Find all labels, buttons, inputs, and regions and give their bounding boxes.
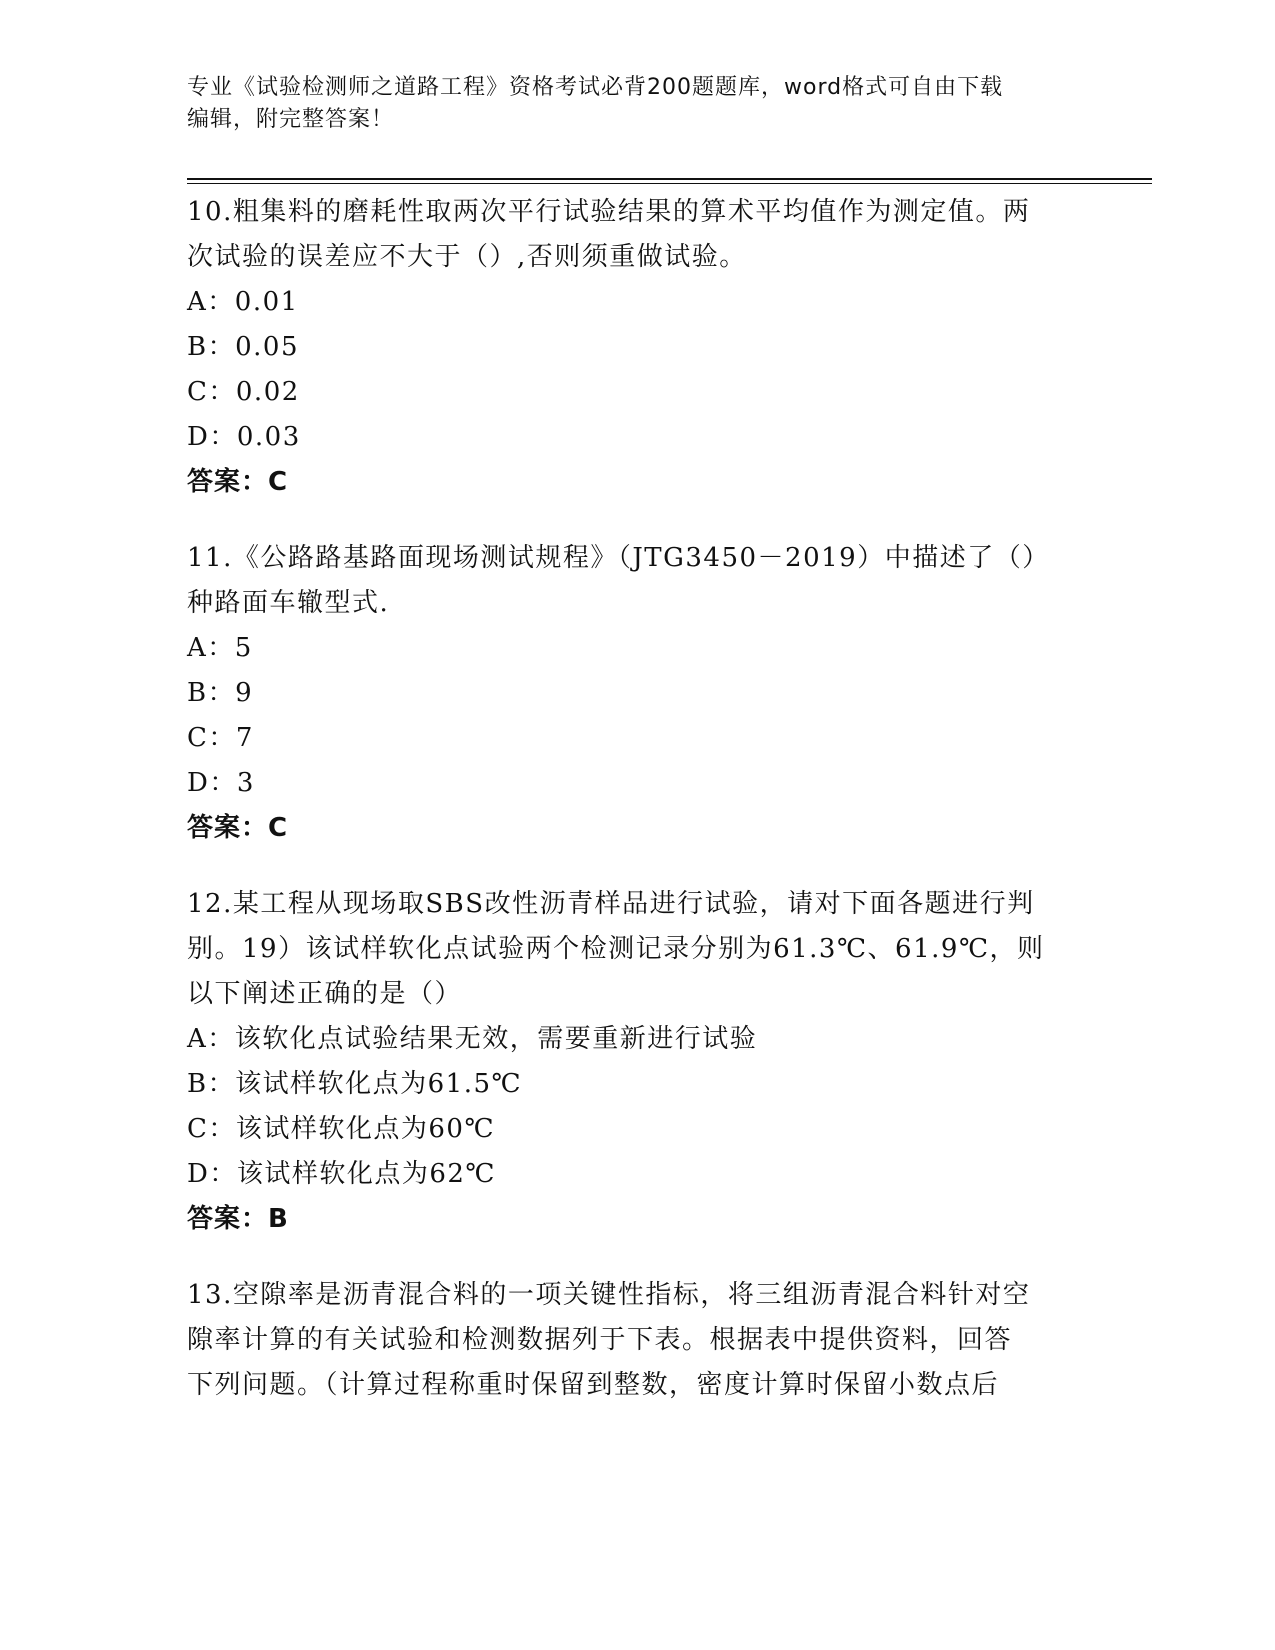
question-13 — [187, 1273, 1087, 1408]
stem-line: 10.粗集料的磨耗性取两次平行试验结果的算术平均值作为测定值。两 — [187, 197, 1031, 227]
header-line-1: 专业《试验检测师之道路工程》资格考试必背200题题库，word格式可自由下载 — [187, 75, 1004, 100]
answer-line: 答案：C — [187, 813, 289, 843]
stem-line: 别。19）该试样软化点试验两个检测记录分别为61.3℃、61.9℃，则 — [187, 934, 1045, 964]
stem-line: 以下阐述正确的是（） — [187, 979, 463, 1009]
answer-line: 答案：C — [187, 467, 289, 497]
stem-line: 下列问题。（计算过程称重时保留到整数，密度计算时保留小数点后 — [187, 1370, 1000, 1400]
option-d: D：3 — [187, 768, 255, 798]
option-d: D：该试样软化点为62℃ — [187, 1159, 497, 1189]
header-rule-thick — [187, 178, 1152, 180]
stem-line: 13.空隙率是沥青混合料的一项关键性指标，将三组沥青混合料针对空 — [187, 1280, 1031, 1310]
question-stem — [187, 190, 1087, 280]
option-b: B：该试样软化点为61.5℃ — [187, 1069, 523, 1099]
option-c: C：0.02 — [187, 377, 300, 407]
header-line-2: 编辑，附完整答案！ — [187, 107, 395, 132]
question-stem — [187, 882, 1087, 1017]
stem-line: 11.《公路路基路面现场测试规程》（JTG3450－2019）中描述了（） — [187, 543, 1050, 573]
answer-line: 答案：B — [187, 1204, 289, 1234]
option-d: D：0.03 — [187, 422, 301, 452]
option-a: A：该软化点试验结果无效，需要重新进行试验 — [187, 1024, 758, 1054]
option-b: B：9 — [187, 678, 254, 708]
question-stem — [187, 536, 1087, 626]
question-12 — [187, 882, 1087, 1242]
document-header — [187, 72, 1067, 136]
stem-line: 隙率计算的有关试验和检测数据列于下表。根据表中提供资料，回答 — [187, 1325, 1013, 1355]
option-c: C：该试样软化点为60℃ — [187, 1114, 496, 1144]
option-a: A：0.01 — [187, 287, 299, 317]
stem-line: 次试验的误差应不大于（）,否则须重做试验。 — [187, 242, 747, 272]
question-list — [187, 190, 1087, 1439]
question-10 — [187, 190, 1087, 505]
stem-line: 种路面车辙型式. — [187, 588, 390, 618]
option-a: A：5 — [187, 633, 253, 663]
option-c: C：7 — [187, 723, 254, 753]
stem-line: 12.某工程从现场取SBS改性沥青样品进行试验，请对下面各题进行判 — [187, 889, 1035, 919]
option-b: B：0.05 — [187, 332, 299, 362]
header-rule-thin — [187, 183, 1152, 184]
question-11 — [187, 536, 1087, 851]
question-stem — [187, 1273, 1087, 1408]
